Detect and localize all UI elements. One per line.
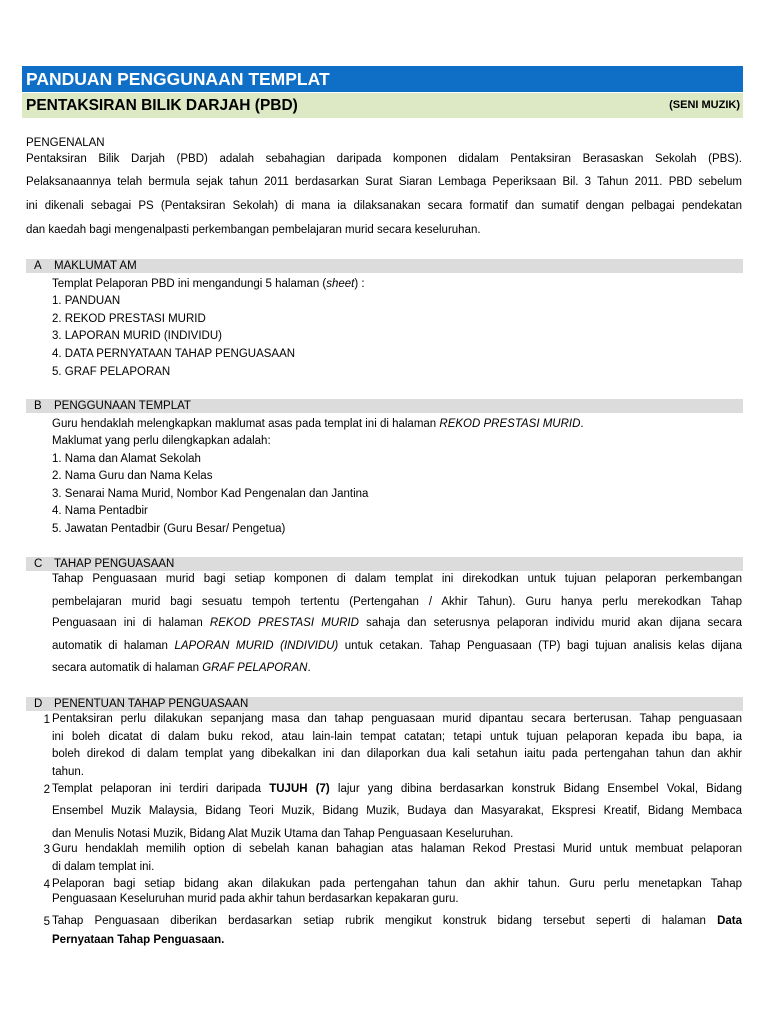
section-d-p1-line-2: ini boleh dicatat di dalam buku rekod, atau lain-lain tempat catatan; tetapi untuk tujuan pelaporan kepada ibu bapa, ia — [52, 731, 742, 743]
section-c-line-5-end: . — [307, 662, 311, 674]
section-d-p1-line-3: boleh direkod di dalam templat yang dibekalkan ini dan dilaporkan dua kali setahun iaitu pada pertengahan tahun dan akhir — [52, 748, 742, 760]
list-item: 1. Nama dan Alamat Sekolah — [52, 453, 201, 465]
section-c-header — [26, 557, 743, 571]
section-d-p2-line-3: dan Menulis Notasi Muzik, Bidang Alat Muzik Utama dan Tahap Penguasaan Keseluruhan. — [52, 828, 514, 840]
section-d-p2-line-2: Ensembel Muzik Malaysia, Bidang Teori Muzik, Bidang Muzik, Budaya dan Masyarakat, Ekspresi Kreatif, Bidang Membaca — [52, 805, 742, 817]
section-d-header — [26, 697, 743, 711]
section-c-line-2: pembelajaran murid bagi sesuatu tempoh tertentu (Pertengahan / Akhir Tahun). Guru hanya perlu merekodkan Tahap — [52, 596, 742, 608]
section-d-p2-line-1-text: Templat pelaporan ini terdiri daripada — [52, 783, 270, 795]
item-number: 3 — [43, 844, 50, 856]
section-c-line-4 — [52, 640, 742, 652]
section-c-letter: C — [34, 558, 43, 570]
section-d-p5-line-1-text: Tahap Penguasaan diberikan berdasarkan setiap rubrik mengikut konstruk bidang tersebut seperti di halaman — [52, 915, 718, 927]
section-d-p5-line-1-bold: Data — [717, 915, 742, 927]
section-c-line-5 — [52, 662, 311, 674]
section-d-p4-line-2: Penguasaan Keseluruhan murid pada akhir tahun berdasarkan kepakaran guru. — [52, 893, 459, 905]
section-a-intro — [52, 277, 365, 291]
section-d-label: PENENTUAN TAHAP PENGUASAAN — [54, 698, 249, 710]
section-d-p4-line-1: Pelaporan bagi setiap bidang akan dilakukan pada pertengahan tahun dan akhir tahun. Guru perlu menetapkan Tahap — [52, 878, 742, 890]
section-d-p5-line-2-bold: Pernyataan Tahap Penguasaan. — [52, 934, 225, 946]
section-b-letter: B — [34, 400, 42, 412]
section-c-line-1: Tahap Penguasaan murid bagi setiap komponen di dalam templat ini direkodkan untuk tujuan pelaporan perkembangan — [52, 573, 742, 585]
section-c-line-5-text: secara automatik di halaman — [52, 662, 203, 674]
list-item: 1. PANDUAN — [52, 295, 121, 307]
section-c-line-4-end: untuk cetakan. Tahap Penguasaan (TP) bagi tujuan analisis kelas dijana — [338, 640, 742, 652]
item-number: 4 — [43, 879, 50, 891]
section-c-line-5-italic: GRAF PELAPORAN — [202, 662, 308, 674]
section-b-line-1 — [52, 417, 584, 431]
section-b-line-2: Maklumat yang perlu dilengkapkan adalah: — [52, 435, 271, 447]
list-item: 2. REKOD PRESTASI MURID — [52, 313, 206, 325]
section-b-label: PENGGUNAAN TEMPLAT — [54, 400, 191, 412]
section-d-p3-line-1: Guru hendaklah memilih option di sebelah kanan bahagian atas halaman Rekod Prestasi Murid untuk membuat pelaporan — [52, 843, 742, 855]
section-d-p2-line-1-end: lajur yang dibina berdasarkan konstruk Bidang Ensembel Vokal, Bidang — [329, 783, 742, 795]
section-b-line-1-italic: REKOD PRESTASI MURID — [439, 418, 581, 430]
section-d-p1-line-1: Pentaksiran perlu dilakukan sepanjang masa dan tahap penguasaan murid dipantau secara berterusan. Tahap penguasaan — [52, 713, 742, 725]
section-a-header — [26, 259, 743, 273]
intro-heading: PENGENALAN — [26, 137, 105, 149]
section-c-line-3-end: sahaja dan seterusnya pelaporan individu murid akan dijana secara — [358, 617, 743, 629]
section-c-line-3-text: Penguasaan ini di halaman — [52, 617, 210, 629]
item-number: 1 — [43, 714, 50, 726]
section-d-letter: D — [34, 698, 43, 710]
section-b-header — [26, 399, 743, 413]
list-item: 3. LAPORAN MURID (INDIVIDU) — [52, 330, 222, 342]
section-b-line-1-end: . — [580, 418, 584, 430]
document-subtitle — [22, 93, 743, 118]
intro-line-2: Pelaksanaannya telah bermula sejak tahun 2011 berdasarkan Surat Siaran Lembaga Peperiksaan Bil. 3 Tahun 2011. PBD sebelum — [26, 176, 742, 188]
section-c-line-3 — [52, 617, 742, 629]
section-a-letter: A — [34, 260, 42, 272]
intro-line-3: ini dikenali sebagai PS (Pentaksiran Sekolah) di mana ia dilaksanakan secara formatif dan sumatif dengan pelbagai pendekatan — [26, 200, 742, 212]
list-item: 4. Nama Pentadbir — [52, 505, 148, 517]
title-text: PANDUAN PENGGUNAAN TEMPLAT — [26, 69, 330, 89]
section-a-label: MAKLUMAT AM — [54, 260, 137, 272]
section-d-p5-line-1 — [52, 915, 742, 927]
document-title — [22, 66, 743, 92]
section-d-p3-line-2: di dalam templat ini. — [52, 861, 155, 873]
item-number: 5 — [43, 916, 50, 928]
intro-line-1: Pentaksiran Bilik Darjah (PBD) adalah sebahagian daripada komponen didalam Pentaksiran Berasaskan Sekolah (PBS). — [26, 153, 742, 165]
subtitle-text: PENTAKSIRAN BILIK DARJAH (PBD) — [26, 97, 298, 114]
section-c-line-3-italic: REKOD PRESTASI MURID — [209, 617, 359, 629]
item-number: 2 — [43, 784, 50, 796]
section-c-line-4-text: automatik di halaman — [52, 640, 175, 652]
subject-tag: (SENI MUZIK) — [669, 99, 740, 111]
list-item: 5. GRAF PELAPORAN — [52, 366, 171, 378]
section-b-line-1-text: Guru hendaklah melengkapkan maklumat asas pada templat ini di halaman — [52, 418, 440, 430]
section-a-intro-italic: sheet — [326, 278, 355, 290]
list-item: 3. Senarai Nama Murid, Nombor Kad Pengenalan dan Jantina — [52, 488, 369, 500]
section-c-label: TAHAP PENGUASAAN — [54, 558, 175, 570]
list-item: 4. DATA PERNYATAAN TAHAP PENGUASAAN — [52, 348, 296, 360]
intro-line-4: dan kaedah bagi mengenalpasti perkembangan pembelajaran murid secara keseluruhan. — [26, 224, 481, 236]
section-d-p2-line-1 — [52, 783, 742, 795]
section-d-p5-line-2 — [52, 934, 224, 946]
list-item: 2. Nama Guru dan Nama Kelas — [52, 470, 213, 482]
list-item: 5. Jawatan Pentadbir (Guru Besar/ Pengetua) — [52, 523, 286, 535]
section-a-intro-text: Templat Pelaporan PBD ini mengandungi 5 halaman ( — [52, 278, 327, 290]
section-d-p2-line-1-bold: TUJUH (7) — [269, 783, 330, 795]
section-c-line-4-italic: LAPORAN MURID (INDIVIDU) — [174, 640, 339, 652]
section-d-p1-line-4: tahun. — [52, 766, 84, 778]
section-a-intro-end: ) : — [354, 278, 365, 290]
